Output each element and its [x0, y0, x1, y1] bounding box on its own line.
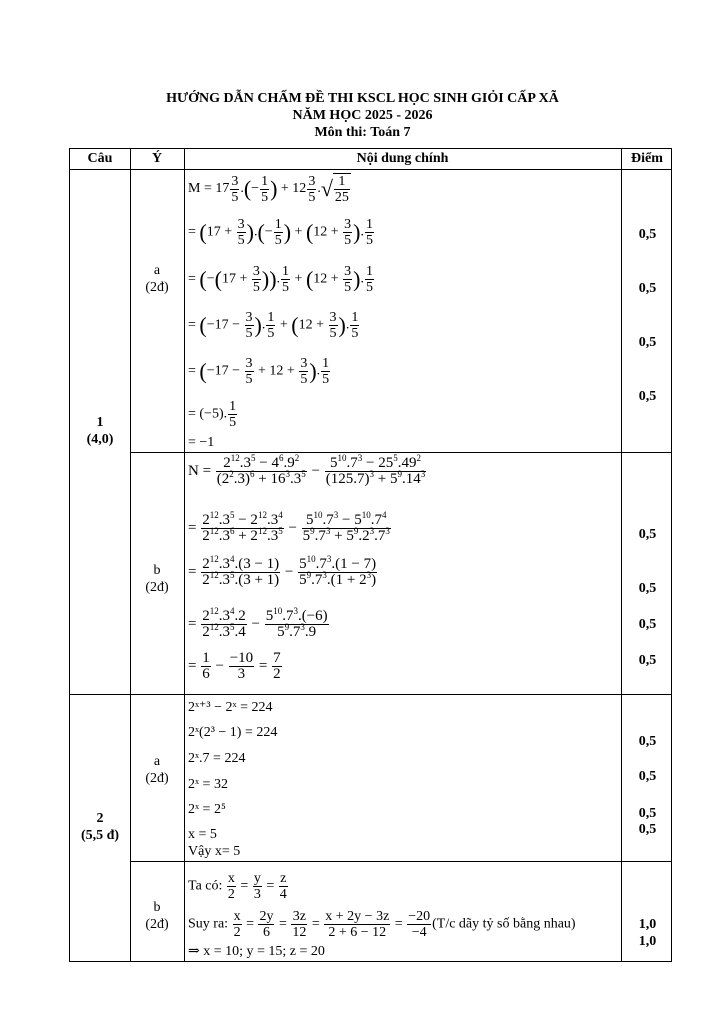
- q2b-derivation: Suy ra: $\frac{x}{2}$ = $\frac{2y}{6}$ = $\frac{3z}{12}$ = $\frac{x + 2y - 3z}{2 + 6 - 12}$ = $\frac{-20}{-4}$ (T/c dãy tỷ số bằng nhau): [188, 909, 576, 940]
- row-divider: [70, 169, 671, 170]
- row-divider: [70, 694, 671, 695]
- q1b-step: = $\frac{2^{12}.3^4.2}{2^{12}.3^5.4}$ − $\frac{5^{10}.7^3.(-6)}{5^9.7^3.9}$: [188, 606, 328, 640]
- question-2-number: 2: [96, 811, 104, 826]
- score: 0,5: [638, 653, 657, 668]
- q1a-step: = (−17 − $\frac{3}{5}$ ). $\frac{1}{5}$ + (12 + $\frac{3}{5}$ ). $\frac{1}{5}$: [188, 310, 359, 341]
- row-divider: [130, 452, 671, 453]
- col-divider: [621, 149, 622, 961]
- score: 0,5: [638, 822, 657, 837]
- q2b-result: ⇒ x = 10; y = 15; z = 20: [188, 944, 325, 959]
- q2a-line: 2ˣ = 2⁵: [188, 802, 226, 817]
- q2a-line: x = 5: [188, 827, 217, 842]
- q1a-result: = −1: [188, 435, 215, 450]
- q1a-label: a: [153, 263, 161, 278]
- q1b-result: = $\frac{1}{6}$ − $\frac{-10}{3}$ = $\frac{7}{2}$: [188, 650, 281, 682]
- score: 0,5: [638, 769, 657, 784]
- q1b-step: = $\frac{2^{12}.3^5 - 2^{12}.3^4}{2^{12}.3^6 + 2^{12}.3^5}$ − $\frac{5^{10}.7^3 - 5^{10}.7^4}{5^9.7^3 + 5^9.2^3.7^3}$: [188, 510, 390, 544]
- score: 0,5: [638, 335, 657, 350]
- score: 0,5: [638, 527, 657, 542]
- col-divider: [184, 149, 185, 961]
- q2b-given: Ta có: $\frac{x}{2}$ = $\frac{y}{3}$ = $\frac{z}{4}$: [188, 871, 287, 902]
- question-1-points: (4,0): [86, 432, 114, 447]
- q2a-line: 2ˣ = 32: [188, 777, 228, 792]
- score: 1,0: [638, 917, 657, 932]
- q2a-label: a: [153, 754, 161, 769]
- score: 0,5: [638, 617, 657, 632]
- row-divider: [130, 861, 671, 862]
- question-2-points: (5,5 đ): [80, 828, 120, 843]
- q1a-step: = (−(17 + $\frac{3}{5}$ )). $\frac{1}{5}$ + (12 + $\frac{3}{5}$ ). $\frac{1}{5}$: [188, 264, 373, 295]
- q2a-line: 2ˣ(2³ − 1) = 224: [188, 725, 278, 740]
- q1a-step: = (17 + $\frac{3}{5}$ ).(− $\frac{1}{5}$ ) + (12 + $\frac{3}{5}$ ). $\frac{1}{5}$: [188, 217, 373, 248]
- q2a-line: 2ˣ.7 = 224: [188, 751, 246, 766]
- grading-table: [69, 148, 672, 962]
- doc-subject: Môn thi: Toán 7: [314, 125, 411, 140]
- header-cau: Câu: [87, 151, 113, 166]
- q1a-step: = (−17 − $\frac{3}{5}$ + 12 + $\frac{3}{5}$ ). $\frac{1}{5}$: [188, 356, 330, 387]
- q1b-expression-n: N = $\frac{2^{12}.3^5 - 4^6.9^2}{(2^2.3)^6 + 16^3.3^5}$ − $\frac{5^{10}.7^3 - 25^5.49^2}{(125.7)^3 + 5^9.14^3}$: [188, 453, 426, 487]
- score: 1,0: [638, 934, 657, 949]
- header-y: Ý: [151, 151, 163, 166]
- q2a-conclusion: Vậy x= 5: [188, 844, 241, 859]
- doc-title-line1: HƯỚNG DẪN CHẤM ĐỀ THI KSCL HỌC SINH GIỎI CẤP XÃ: [166, 91, 559, 106]
- score: 0,5: [638, 389, 657, 404]
- q1a-step: = (−5). $\frac{1}{5}$: [188, 399, 237, 430]
- q1a-expression-m: M = 17 $\frac{3}{5}$ .(− $\frac{1}{5}$ ) + 12 $\frac{3}{5}$ .√ $\frac{1}{25}$: [188, 173, 349, 205]
- q1b-step: = $\frac{2^{12}.3^4.(3 - 1)}{2^{12}.3^5.(3 + 1)}$ − $\frac{5^{10}.7^3.(1 - 7)}{5^9.7^3.(1 + 2^3)}$: [188, 554, 377, 588]
- header-diem: Điểm: [631, 151, 663, 166]
- header-noi-dung: Nội dung chính: [356, 151, 449, 166]
- score: 0,5: [638, 581, 657, 596]
- q1b-label: b: [153, 563, 161, 578]
- doc-title-line2: NĂM HỌC 2025 - 2026: [292, 108, 433, 123]
- score: 0,5: [638, 281, 657, 296]
- q2b-points: (2đ): [145, 917, 169, 932]
- q2a-line: 2ˣ⁺³ − 2ˣ = 224: [188, 700, 273, 715]
- score: 0,5: [638, 806, 657, 821]
- q1a-points: (2đ): [145, 280, 169, 295]
- q2b-label: b: [153, 900, 161, 915]
- q1b-points: (2đ): [145, 580, 169, 595]
- score: 0,5: [638, 227, 657, 242]
- question-1-number: 1: [96, 415, 104, 430]
- score: 0,5: [638, 734, 657, 749]
- q2a-points: (2đ): [145, 771, 169, 786]
